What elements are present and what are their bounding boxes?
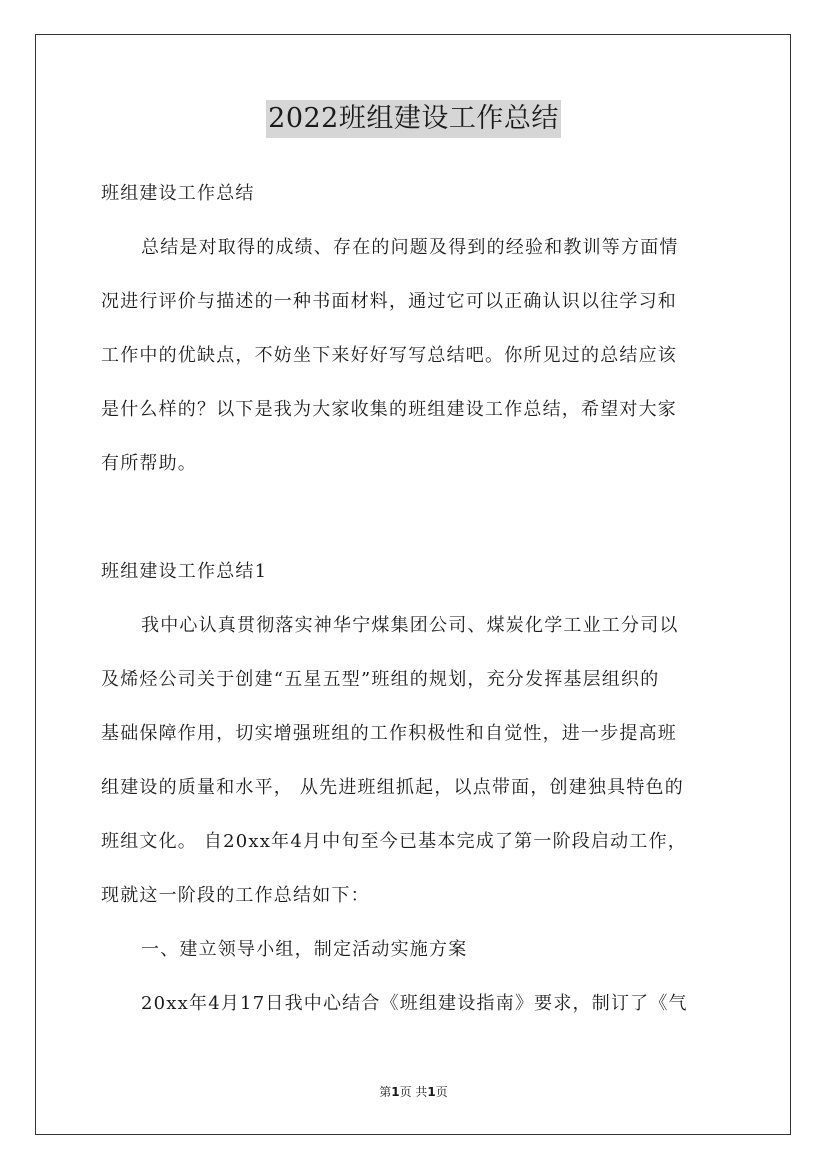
document-title-text: 2022班组建设工作总结 (266, 100, 561, 138)
section-line: 现就这一阶段的工作总结如下： (101, 885, 370, 906)
page-footer (0, 1084, 827, 1100)
page-prefix: 第 (379, 1085, 392, 1099)
section-line: 及烯烃公司关于创建“五星五型”班组的规划，充分发挥基层组织的 (101, 669, 660, 690)
page-mid: 页 共 (399, 1085, 428, 1099)
intro-line: 总结是对取得的成绩、存在的问题及得到的经验和教训等方面情 (141, 237, 679, 258)
section-line: 组建设的质量和水平， 从先进班组抓起，以点带面，创建独具特色的 (101, 777, 684, 798)
document-body (101, 176, 737, 1040)
page-suffix: 页 (435, 1085, 448, 1099)
section-heading: 班组建设工作总结1 (101, 561, 268, 582)
section-line: 班组文化。 自20xx年4月中旬至今已基本完成了第一阶段启动工作， (101, 831, 687, 852)
item-heading: 一、建立领导小组，制定活动实施方案 (141, 939, 468, 960)
intro-line: 有所帮助。 (101, 453, 197, 474)
page-total: 1 (427, 1085, 436, 1099)
intro-line: 况进行评价与描述的一种书面材料，通过它可以正确认识以往学习和 (101, 291, 677, 312)
intro-line: 是什么样的？以下是我为大家收集的班组建设工作总结，希望对大家 (101, 399, 677, 420)
section-line: 基础保障作用，切实增强班组的工作积极性和自觉性，进一步提高班 (101, 723, 677, 744)
item-line: 20xx年4月17日我中心结合《班组建设指南》要求，制订了《气 (141, 993, 688, 1014)
page-current: 1 (391, 1085, 400, 1099)
intro-line: 工作中的优缺点，不妨坐下来好好写写总结吧。你所见过的总结应该 (101, 345, 677, 366)
paragraph-gap (101, 500, 737, 554)
section-line: 我中心认真贯彻落实神华宁煤集团公司、煤炭化学工业工分司以 (141, 615, 679, 636)
subtitle: 班组建设工作总结 (101, 183, 255, 204)
document-title (0, 100, 827, 138)
